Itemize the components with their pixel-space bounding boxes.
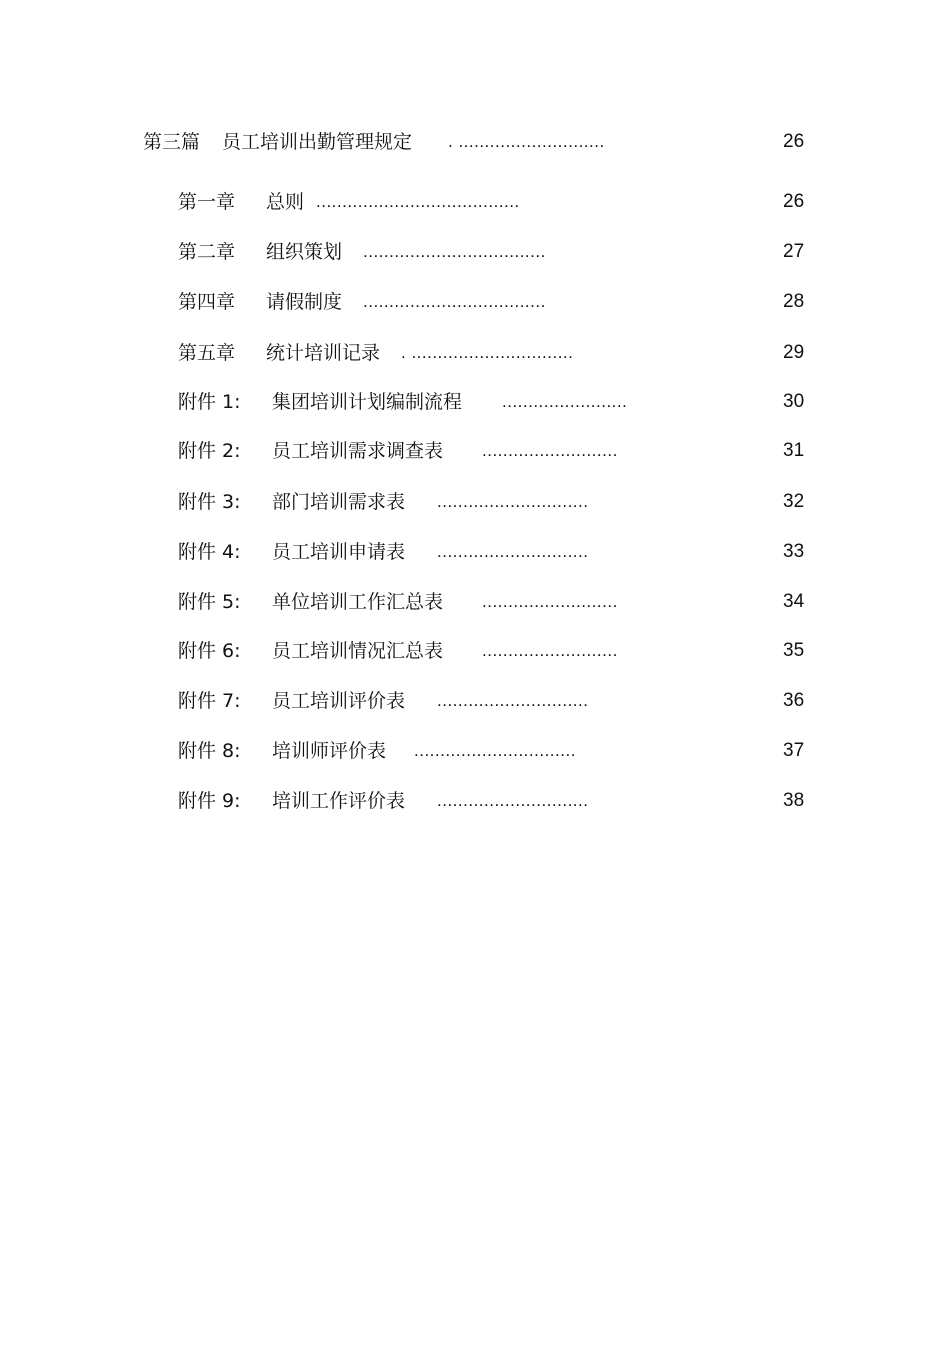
toc-page-number: 34 bbox=[783, 591, 805, 612]
toc-leader-dots: . ............................ bbox=[448, 132, 605, 151]
toc-page-number: 38 bbox=[783, 790, 805, 811]
toc-leader-dots: .......................... bbox=[482, 641, 618, 660]
toc-page-number: 28 bbox=[783, 291, 805, 312]
toc-chapter-row[interactable] bbox=[0, 237, 950, 267]
toc-leader-dots: . ............................... bbox=[401, 343, 574, 362]
toc-appendix-label: 附件 7: bbox=[178, 690, 241, 712]
toc-appendix-row[interactable] bbox=[0, 587, 950, 617]
toc-leader-dots: ............................... bbox=[414, 741, 576, 760]
toc-appendix-row[interactable] bbox=[0, 436, 950, 466]
toc-chapter-row[interactable] bbox=[0, 338, 950, 368]
toc-leader-dots: ........................ bbox=[502, 392, 628, 411]
toc-appendix-title: 培训师评价表 bbox=[272, 740, 387, 762]
toc-appendix-row[interactable] bbox=[0, 736, 950, 766]
toc-appendix-row[interactable] bbox=[0, 786, 950, 816]
toc-chapter-label: 第五章 bbox=[178, 342, 236, 364]
toc-leader-dots: ................................... bbox=[363, 292, 546, 311]
toc-leader-dots: ............................. bbox=[437, 492, 589, 511]
toc-page-number: 33 bbox=[783, 541, 805, 562]
toc-appendix-row[interactable] bbox=[0, 636, 950, 666]
toc-page-number: 36 bbox=[783, 690, 805, 711]
toc-appendix-row[interactable] bbox=[0, 537, 950, 567]
toc-page-number: 31 bbox=[783, 440, 805, 461]
toc-page-number: 29 bbox=[783, 342, 805, 363]
toc-leader-dots: ............................. bbox=[437, 791, 589, 810]
toc-page-number: 35 bbox=[783, 640, 805, 661]
toc-leader-dots: ............................. bbox=[437, 542, 589, 561]
toc-leader-dots: .......................... bbox=[482, 441, 618, 460]
toc-appendix-label: 附件 4: bbox=[178, 541, 241, 563]
toc-leader-dots: ....................................... bbox=[316, 192, 520, 211]
toc-appendix-label: 附件 2: bbox=[178, 440, 241, 462]
toc-chapter-row[interactable] bbox=[0, 187, 950, 217]
toc-part-label: 第三篇 bbox=[143, 131, 201, 153]
toc-appendix-row[interactable] bbox=[0, 686, 950, 716]
toc-page-number: 30 bbox=[783, 391, 805, 412]
toc-appendix-label: 附件 1: bbox=[178, 391, 241, 413]
toc-chapter-title: 组织策划 bbox=[266, 241, 343, 263]
toc-page-number: 32 bbox=[783, 491, 805, 512]
toc-leader-dots: ................................... bbox=[363, 242, 546, 261]
toc-appendix-label: 附件 3: bbox=[178, 491, 241, 513]
toc-chapter-label: 第二章 bbox=[178, 241, 236, 263]
toc-leader-dots: .......................... bbox=[482, 592, 618, 611]
toc-page-number: 27 bbox=[783, 241, 805, 262]
toc-appendix-title: 员工培训评价表 bbox=[272, 690, 406, 712]
toc-appendix-label: 附件 8: bbox=[178, 740, 241, 762]
toc-chapter-title: 请假制度 bbox=[266, 291, 343, 313]
toc-appendix-title: 员工培训情况汇总表 bbox=[272, 640, 444, 662]
toc-appendix-title: 集团培训计划编制流程 bbox=[272, 391, 463, 413]
toc-appendix-title: 培训工作评价表 bbox=[272, 790, 406, 812]
toc-appendix-label: 附件 5: bbox=[178, 591, 241, 613]
toc-appendix-label: 附件 6: bbox=[178, 640, 241, 662]
toc-chapter-label: 第四章 bbox=[178, 291, 236, 313]
toc-chapter-label: 第一章 bbox=[178, 191, 236, 213]
toc-appendix-title: 员工培训申请表 bbox=[272, 541, 406, 563]
toc-appendix-title: 单位培训工作汇总表 bbox=[272, 591, 444, 613]
toc-appendix-label: 附件 9: bbox=[178, 790, 241, 812]
toc-appendix-row[interactable] bbox=[0, 487, 950, 517]
toc-part-title: 员工培训出勤管理规定 bbox=[222, 131, 413, 153]
toc-appendix-title: 员工培训需求调查表 bbox=[272, 440, 444, 462]
toc-page-number: 37 bbox=[783, 740, 805, 761]
toc-leader-dots: ............................. bbox=[437, 691, 589, 710]
toc-part-row[interactable] bbox=[0, 127, 950, 157]
toc-chapter-title: 总则 bbox=[266, 191, 305, 213]
toc-page-number: 26 bbox=[783, 131, 805, 152]
toc-appendix-row[interactable] bbox=[0, 387, 950, 417]
toc-chapter-row[interactable] bbox=[0, 287, 950, 317]
toc-appendix-title: 部门培训需求表 bbox=[272, 491, 406, 513]
toc-page-number: 26 bbox=[783, 191, 805, 212]
toc-chapter-title: 统计培训记录 bbox=[266, 342, 381, 364]
